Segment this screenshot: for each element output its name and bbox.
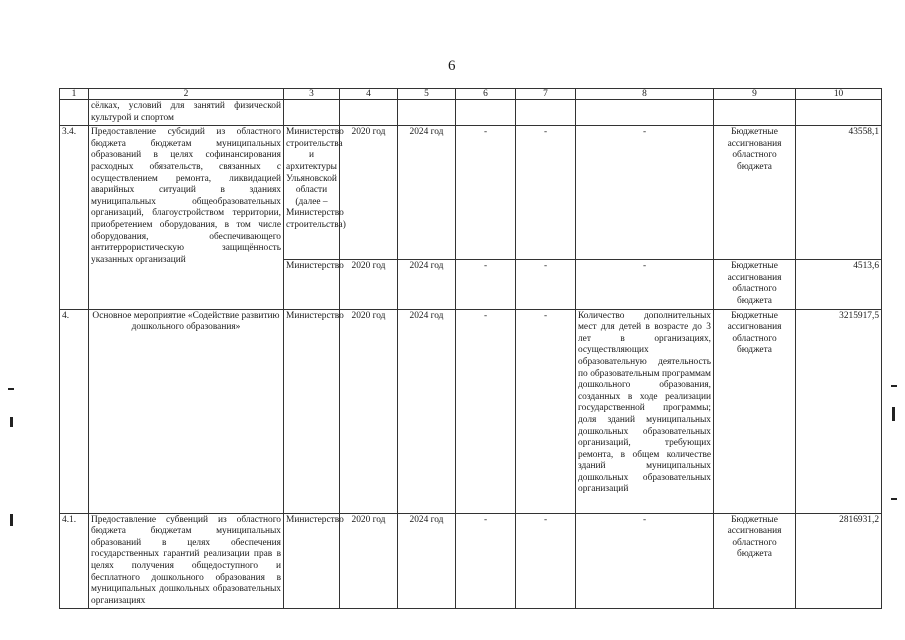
executor: Министерство [284, 260, 340, 309]
target-indicator: - [576, 126, 714, 260]
end-year: 2024 год [398, 309, 456, 513]
table-row [60, 126, 882, 260]
row-number [60, 100, 89, 126]
row-number: 4.1. [60, 513, 89, 609]
scan-mark [891, 498, 897, 500]
funding-source: Бюджетные ассигнования областного бюджета [714, 260, 796, 309]
funding-source: Бюджетные ассигнования областного бюджета [714, 513, 796, 609]
activity-description: сёлках, условий для занятий физической культурой и спортом [89, 100, 284, 126]
end-year: 2024 год [398, 513, 456, 609]
start-year: 2020 год [340, 126, 398, 260]
start-year: 2020 год [340, 309, 398, 513]
scan-mark [10, 417, 13, 427]
scan-mark [8, 388, 14, 390]
column-7-value: - [516, 126, 576, 260]
end-year [398, 100, 456, 126]
column-6-value: - [456, 513, 516, 609]
column-number: 4 [340, 89, 398, 100]
row-number: 4. [60, 309, 89, 513]
column-number: 6 [456, 89, 516, 100]
column-number-row [60, 89, 882, 100]
page-number: 6 [448, 58, 456, 74]
start-year [340, 100, 398, 126]
column-number: 5 [398, 89, 456, 100]
table-row [60, 100, 882, 126]
column-7-value [516, 100, 576, 126]
column-6-value: - [456, 260, 516, 309]
column-number: 10 [796, 89, 882, 100]
target-indicator [576, 100, 714, 126]
column-number: 2 [89, 89, 284, 100]
funding-amount: 2816931,2 [796, 513, 882, 609]
start-year: 2020 год [340, 260, 398, 309]
column-7-value: - [516, 513, 576, 609]
scan-mark [892, 407, 895, 421]
column-6-value [456, 100, 516, 126]
column-number: 9 [714, 89, 796, 100]
end-year: 2024 год [398, 260, 456, 309]
column-6-value: - [456, 309, 516, 513]
column-7-value: - [516, 309, 576, 513]
column-6-value: - [456, 126, 516, 260]
target-indicator: Количество дополнительных мест для детей в возрасте до 3 лет в организациях, осуществляющих образовательную деятельность по образовательным программам дошкольного образования, созданных в ходе реализации государственной программы; доля зданий муниципальных дошкольных образовательных организаций, требующих ремонта, в общем количестве зданий муниципальных дошкольных образовательных организаций [576, 309, 714, 513]
end-year: 2024 год [398, 126, 456, 260]
scan-mark [891, 385, 897, 387]
column-7-value: - [516, 260, 576, 309]
scan-mark [10, 514, 13, 526]
activity-description: Предоставление субсидий из областного бюджета бюджетам муниципальных образований в целях софинансирования расходных обязательств, связанных с осуществлением ремонта, ликвидацией аварийных ситуаций в зданиях муниципальных общеобразовательных организаций, благоустройством территории, приобретением оборудования, в том числе оборудования, обеспечивающего антитеррористическую защищённость указанных организаций [89, 126, 284, 309]
executor: Министерство [284, 513, 340, 609]
target-indicator: - [576, 260, 714, 309]
executor: Министерство [284, 309, 340, 513]
column-number: 3 [284, 89, 340, 100]
funding-amount: 3215917,5 [796, 309, 882, 513]
column-number: 8 [576, 89, 714, 100]
target-indicator: - [576, 513, 714, 609]
funding-amount: 43558,1 [796, 126, 882, 260]
activity-description: Предоставление субвенций из областного бюджета бюджетам муниципальных образований в целях обеспечения государственных гарантий реализации прав в целях получения общедоступного и бесплатного дошкольного образования в муниципальных дошкольных образовательных организациях [89, 513, 284, 609]
column-number: 7 [516, 89, 576, 100]
funding-source [714, 100, 796, 126]
executor: Министерство строительства и архитектуры Ульяновской области (далее – Министерство строительства) [284, 126, 340, 260]
table-row [60, 309, 882, 513]
funding-source: Бюджетные ассигнования областного бюджета [714, 309, 796, 513]
funding-amount [796, 100, 882, 126]
funding-source: Бюджетные ассигнования областного бюджета [714, 126, 796, 260]
activity-description: Основное мероприятие «Содействие развитию дошкольного образования» [89, 309, 284, 513]
column-number: 1 [60, 89, 89, 100]
program-activities-table [59, 88, 882, 609]
funding-amount: 4513,6 [796, 260, 882, 309]
executor [284, 100, 340, 126]
row-number: 3.4. [60, 126, 89, 309]
start-year: 2020 год [340, 513, 398, 609]
table-row [60, 513, 882, 609]
